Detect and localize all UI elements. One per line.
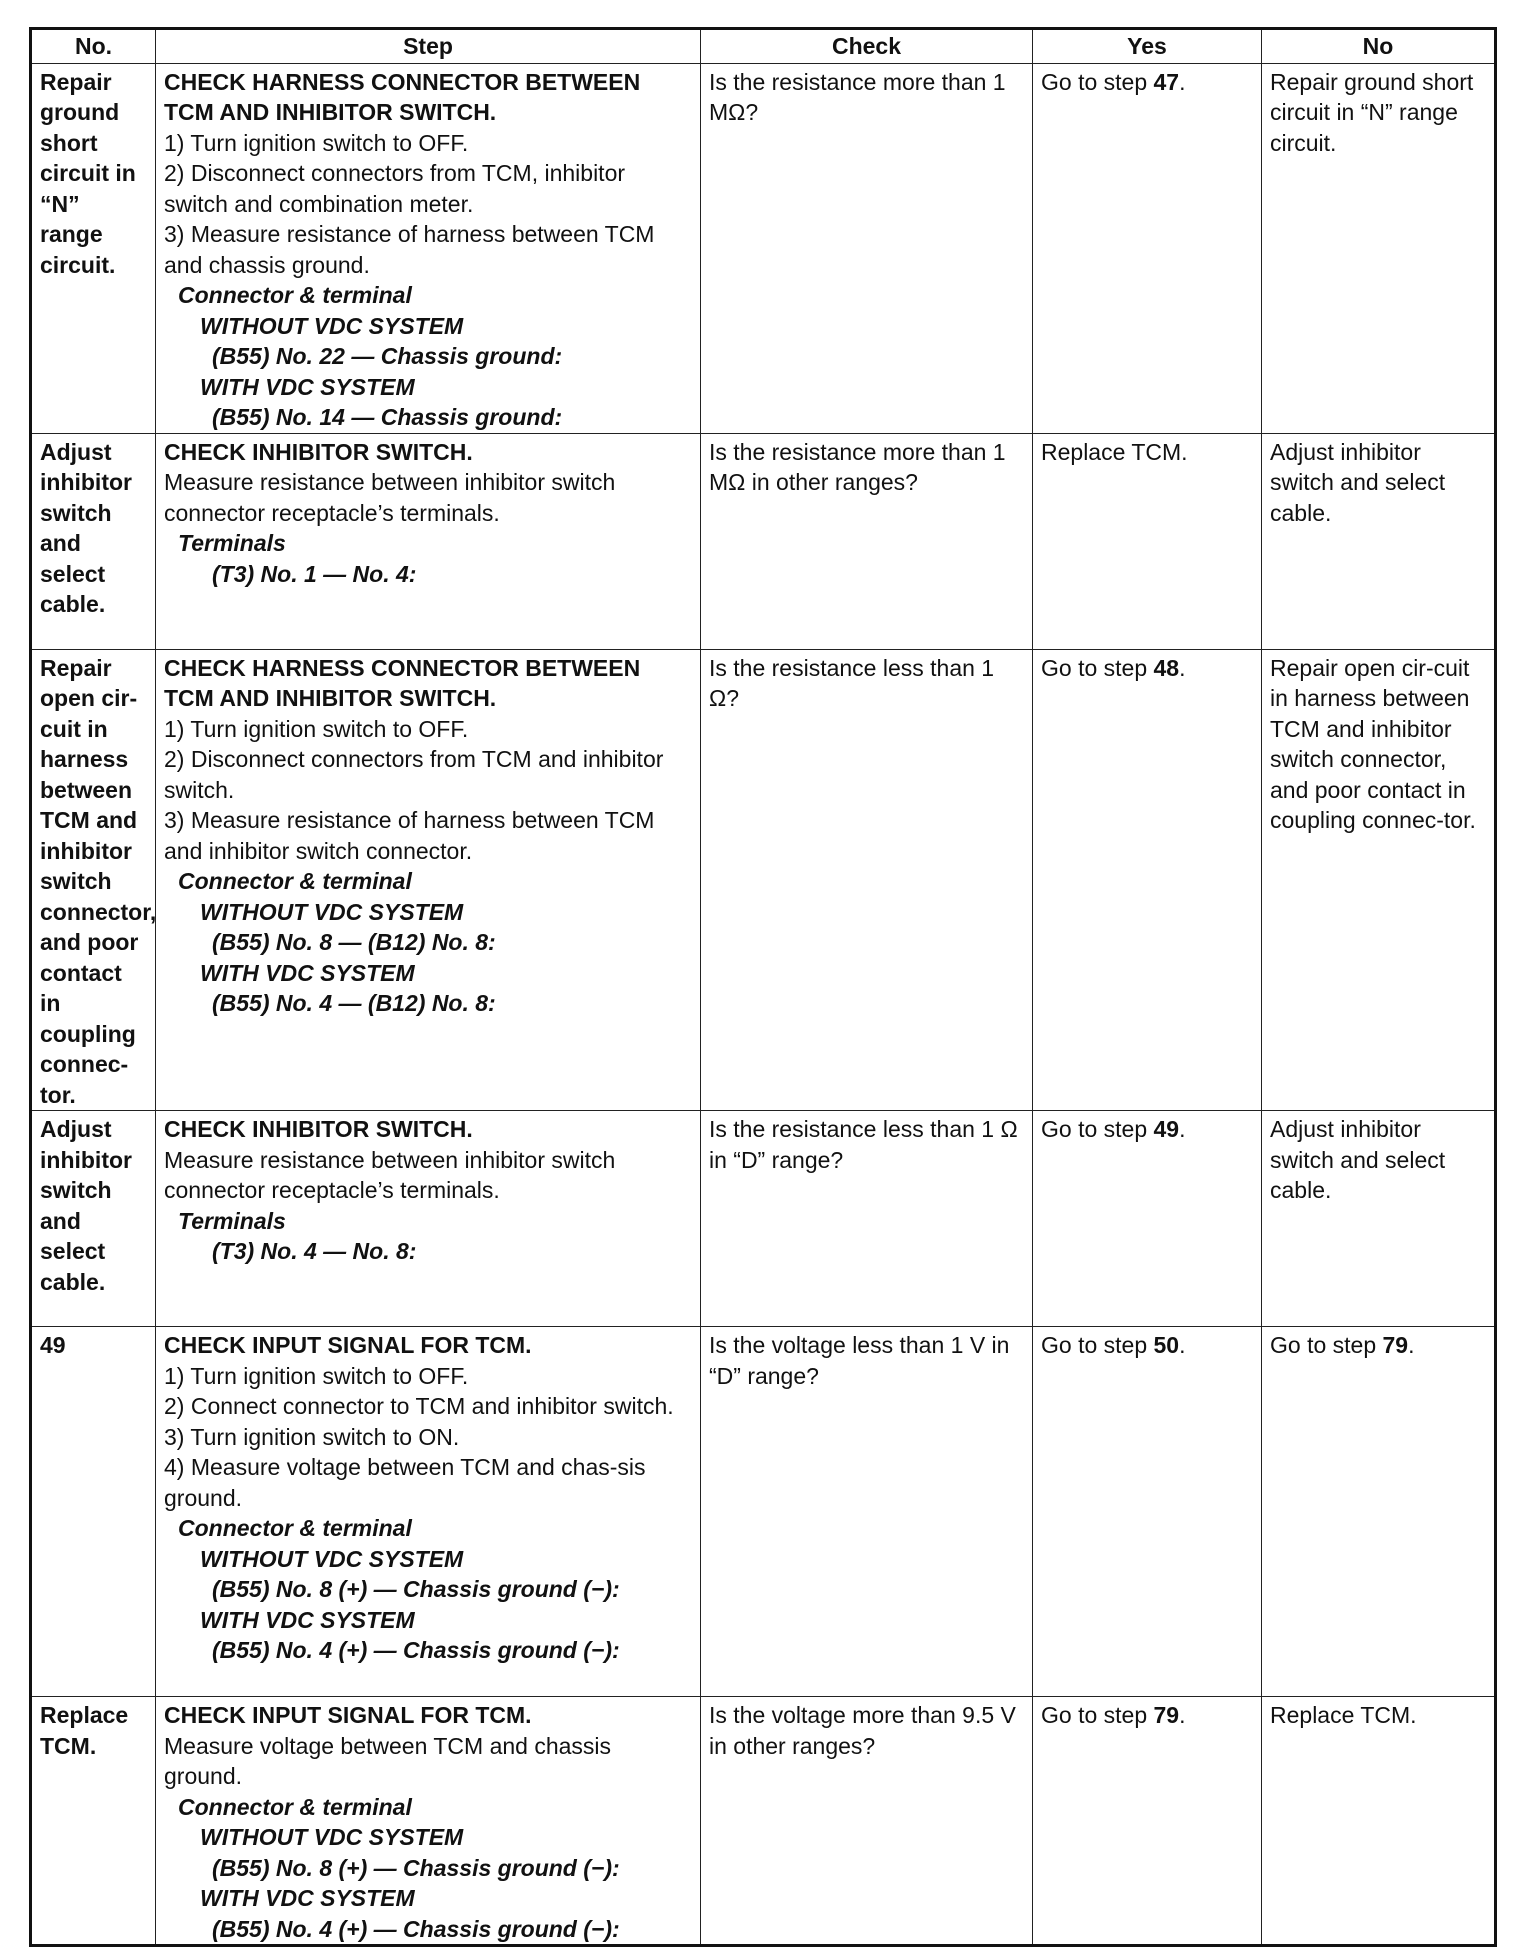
spec-heading: Connector & terminal <box>178 1515 412 1541</box>
spec-group: WITH VDC SYSTEM <box>200 1885 415 1911</box>
header-check: Check <box>701 29 1033 64</box>
spec-group: WITHOUT VDC SYSTEM <box>200 1545 464 1572</box>
yes-cell <box>1033 1697 1262 1946</box>
spec-value: (B55) No. 4 — (B12) No. 8: <box>212 990 496 1016</box>
yes-cell <box>1033 1111 1262 1327</box>
yes-suffix: . <box>1179 1702 1186 1728</box>
spec-value: (B55) No. 8 (+) — Chassis ground (−): <box>212 1854 620 1881</box>
spec-heading: Connector & terminal <box>178 282 412 308</box>
step-instruction: 1) Turn ignition switch to OFF. <box>164 129 469 156</box>
step-title: CHECK HARNESS CONNECTOR BETWEEN TCM AND INHIBITOR SWITCH. <box>164 68 641 125</box>
table-row <box>31 1697 1496 1946</box>
no-suffix: . <box>1408 1332 1415 1358</box>
yes-cell <box>1033 649 1262 1111</box>
yes-suffix: . <box>1179 1116 1186 1142</box>
header-no: No. <box>31 29 156 64</box>
no-step-number: 79 <box>1382 1332 1409 1358</box>
spec-group: WITHOUT VDC SYSTEM <box>200 898 464 925</box>
step-instruction: 1) Turn ignition switch to OFF. <box>164 715 469 742</box>
spec-heading: Connector & terminal <box>178 1793 412 1820</box>
table-row <box>31 1111 1496 1327</box>
step-title: CHECK HARNESS CONNECTOR BETWEEN TCM AND INHIBITOR SWITCH. <box>164 654 641 711</box>
yes-cell <box>1033 63 1262 433</box>
yes-cell: Replace TCM. <box>1033 433 1262 649</box>
yes-prefix: Go to step <box>1041 68 1154 95</box>
yes-suffix: . <box>1179 68 1186 95</box>
spec-value: (B55) No. 4 (+) — Chassis ground (−): <box>212 1915 620 1942</box>
yes-step-number: 79 <box>1153 1702 1180 1728</box>
table-row <box>31 649 1496 1111</box>
spec-value: (B55) No. 8 — (B12) No. 8: <box>212 929 496 955</box>
spec-value: (B55) No. 4 (+) — Chassis ground (−): <box>212 1637 620 1663</box>
spec-value: (B55) No. 14 — Chassis ground: <box>212 404 563 430</box>
yes-prefix: Go to step <box>1041 1702 1154 1728</box>
step-cell <box>156 433 701 649</box>
step-title: CHECK INHIBITOR SWITCH. <box>164 438 473 465</box>
step-instruction: 3) Turn ignition switch to ON. <box>164 1423 460 1450</box>
step-number: 49 <box>31 1327 156 1697</box>
spec-group: WITH VDC SYSTEM <box>200 1606 415 1633</box>
spec-heading: Terminals <box>178 530 286 556</box>
troubleshooting-table <box>29 27 1497 1947</box>
spec-group: WITH VDC SYSTEM <box>200 959 415 986</box>
check-cell: Is the resistance less than 1 Ω? <box>701 649 1033 1111</box>
step-instruction: Measure resistance between inhibitor switch connector receptacle’s terminals. <box>164 1146 616 1203</box>
check-cell: Is the resistance more than 1 MΩ in other ranges? <box>701 433 1033 649</box>
yes-prefix: Go to step <box>1041 654 1154 681</box>
check-cell: Is the resistance less than 1 Ω in “D” range? <box>701 1111 1033 1327</box>
step-instruction: 2) Connect connector to TCM and inhibitor switch. <box>164 1393 674 1419</box>
step-instruction: 1) Turn ignition switch to OFF. <box>164 1362 469 1389</box>
yes-step-number: 47 <box>1153 68 1180 95</box>
no-cell: Repair open cir-cuit in harness between TCM and inhibitor switch connector, and poor contact in coupling connec-tor. <box>1262 649 1496 1111</box>
no-cell: Adjust inhibitor switch and select cable. <box>1262 1111 1496 1327</box>
no-prefix: Go to step <box>1270 1332 1383 1358</box>
spec-group: WITH VDC SYSTEM <box>200 373 415 400</box>
spec-group: WITHOUT VDC SYSTEM <box>200 1824 464 1850</box>
yes-step-number: 48 <box>1153 654 1180 681</box>
table-header-row <box>31 29 1496 64</box>
step-instruction: 2) Disconnect connectors from TCM and inhibitor switch. <box>164 746 664 803</box>
step-instruction: 4) Measure voltage between TCM and chas-sis ground. <box>164 1454 646 1511</box>
no-cell: Adjust inhibitor switch and select cable. <box>1262 433 1496 649</box>
step-cell <box>156 1697 701 1946</box>
spec-value: (T3) No. 1 — No. 4: <box>212 560 417 587</box>
no-cell: Replace TCM. <box>1262 1697 1496 1946</box>
spec-value: (B55) No. 22 — Chassis ground: <box>212 343 563 369</box>
step-cell <box>156 1327 701 1697</box>
spec-value: (T3) No. 4 — No. 8: <box>212 1238 417 1264</box>
yes-step-number: 50 <box>1153 1332 1180 1358</box>
header-yes: Yes <box>1033 29 1262 64</box>
step-number: Repair open cir-cuit in harness between TCM and inhibitor switch connector, and poor contact in coupling connec-tor. <box>31 649 156 1111</box>
spec-value: (B55) No. 8 (+) — Chassis ground (−): <box>212 1576 620 1602</box>
yes-step-number: 49 <box>1153 1116 1180 1142</box>
table-row <box>31 433 1496 649</box>
step-instruction: 3) Measure resistance of harness between TCM and chassis ground. <box>164 221 655 278</box>
step-instruction: 3) Measure resistance of harness between TCM and inhibitor switch connector. <box>164 807 655 864</box>
step-number: Repair ground short circuit in “N” range circuit. <box>31 63 156 433</box>
yes-prefix: Go to step <box>1041 1332 1154 1358</box>
step-instruction: Measure resistance between inhibitor switch connector receptacle’s terminals. <box>164 469 616 526</box>
check-cell: Is the voltage more than 9.5 V in other ranges? <box>701 1697 1033 1946</box>
step-title: CHECK INPUT SIGNAL FOR TCM. <box>164 1332 532 1358</box>
check-cell: Is the resistance more than 1 MΩ? <box>701 63 1033 433</box>
step-instruction: Measure voltage between TCM and chassis ground. <box>164 1732 612 1789</box>
step-title: CHECK INPUT SIGNAL FOR TCM. <box>164 1702 532 1728</box>
check-cell: Is the voltage less than 1 V in “D” range? <box>701 1327 1033 1697</box>
step-title: CHECK INHIBITOR SWITCH. <box>164 1116 473 1142</box>
spec-heading: Connector & terminal <box>178 868 412 894</box>
no-cell: Repair ground short circuit in “N” range circuit. <box>1262 63 1496 433</box>
yes-suffix: . <box>1179 1332 1186 1358</box>
table-row <box>31 1327 1496 1697</box>
spec-group: WITHOUT VDC SYSTEM <box>200 312 464 339</box>
header-no-result: No <box>1262 29 1496 64</box>
step-number: Adjust inhibitor switch and select cable. <box>31 1111 156 1327</box>
yes-suffix: . <box>1179 654 1186 681</box>
yes-cell <box>1033 1327 1262 1697</box>
step-cell <box>156 649 701 1111</box>
step-cell <box>156 1111 701 1327</box>
spec-heading: Terminals <box>178 1207 286 1234</box>
table-row <box>31 63 1496 433</box>
step-number: Replace TCM. <box>31 1697 156 1946</box>
step-number: Adjust inhibitor switch and select cable. <box>31 433 156 649</box>
step-instruction: 2) Disconnect connectors from TCM, inhibitor switch and combination meter. <box>164 160 626 217</box>
header-step: Step <box>156 29 701 64</box>
no-cell <box>1262 1327 1496 1697</box>
yes-prefix: Go to step <box>1041 1116 1154 1142</box>
step-cell <box>156 63 701 433</box>
